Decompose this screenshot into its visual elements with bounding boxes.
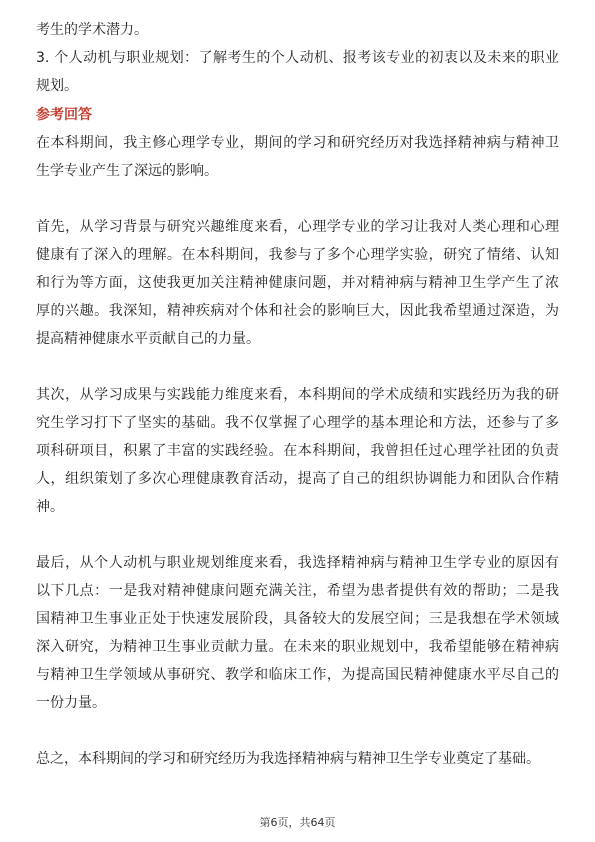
paragraph-line: 国精神卫生事业正处于快速发展阶段，具备较大的发展空间；三是我想在学术领域 xyxy=(36,611,559,627)
criteria-item-3-continued: 规划。 xyxy=(36,78,78,94)
paragraph-5 xyxy=(36,745,559,773)
paragraph-spacer xyxy=(36,353,559,381)
paragraph-2 xyxy=(36,213,559,353)
paragraph-line: 和行为等方面，这使我更加关注精神健康问题，并对精神病与精神卫生学产生了浓 xyxy=(36,275,559,291)
reference-answer-heading: 参考回答 xyxy=(36,107,92,123)
paragraph-line: 究生学习打下了坚实的基础。我不仅掌握了心理学的基本理论和方法，还参与了多 xyxy=(36,415,559,431)
paragraph-line: 在本科期间，我主修心理学专业，期间的学习和研究经历对我选择精神病与精神卫 xyxy=(36,135,559,151)
paragraph-line: 厚的兴趣。我深知，精神疾病对个体和社会的影响巨大，因此我希望通过深造，为 xyxy=(36,303,559,319)
paragraph-4 xyxy=(36,549,559,717)
paragraph-spacer xyxy=(36,185,559,213)
intro-line: 考生的学术潜力。 xyxy=(36,22,148,38)
paragraph-line: 与精神卫生学领域从事研究、教学和临床工作，为提高国民精神健康水平尽自己的 xyxy=(36,667,559,683)
paragraph-line: 一份力量。 xyxy=(36,695,106,711)
paragraph-line: 健康有了深入的理解。在本科期间，我参与了多个心理学实验，研究了情绪、认知 xyxy=(36,247,559,263)
paragraph-3 xyxy=(36,381,559,521)
paragraph-line: 神。 xyxy=(36,499,64,515)
paragraph-line: 提高精神健康水平贡献自己的力量。 xyxy=(36,331,260,347)
paragraph-1 xyxy=(36,129,559,185)
paragraph-line: 最后，从个人动机与职业规划维度来看，我选择精神病与精神卫生学专业的原因有 xyxy=(36,555,559,571)
paragraph-line: 生学专业产生了深远的影响。 xyxy=(36,163,218,179)
paragraph-line: 深入研究，为精神卫生事业贡献力量。在未来的职业规划中，我希望能够在精神病 xyxy=(36,639,559,655)
paragraph-line: 以下几点：一是我对精神健康问题充满关注，希望为患者提供有效的帮助；二是我 xyxy=(36,583,559,599)
paragraph-spacer xyxy=(36,521,559,549)
paragraph-spacer xyxy=(36,717,559,745)
paragraph-line: 总之，本科期间的学习和研究经历为我选择精神病与精神卫生学专业奠定了基础。 xyxy=(36,751,540,767)
paragraph-line: 项科研项目，积累了丰富的实践经验。在本科期间，我曾担任过心理学社团的负责 xyxy=(36,443,559,459)
criteria-item-3: 3. 个人动机与职业规划：了解考生的个人动机、报考该专业的初衷以及未来的职业 xyxy=(36,50,559,66)
paragraph-line: 其次，从学习成果与实践能力维度来看，本科期间的学术成绩和实践经历为我的研 xyxy=(36,387,559,403)
paragraph-line: 首先，从学习背景与研究兴趣维度来看，心理学专业的学习让我对人类心理和心理 xyxy=(36,219,559,235)
paragraph-line: 人，组织策划了多次心理健康教育活动，提高了自己的组织协调能力和团队合作精 xyxy=(36,471,559,487)
page-number-footer: 第6页，共64页 xyxy=(259,816,336,829)
